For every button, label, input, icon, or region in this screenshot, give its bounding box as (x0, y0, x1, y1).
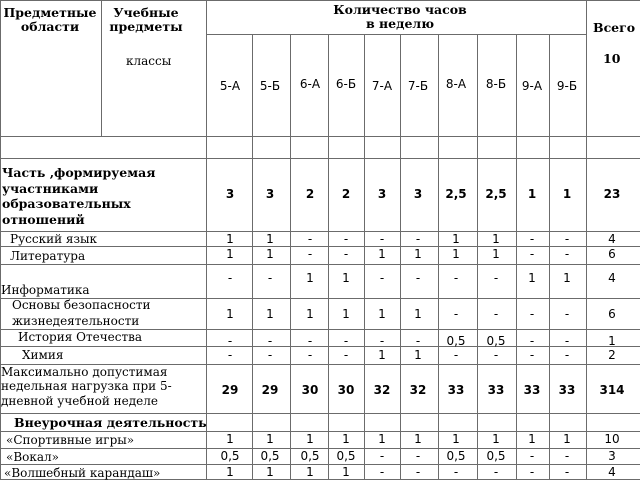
table-cell: - (529, 334, 535, 348)
max-load-label: Максимально допустимая недельная нагрузка при 5- дневной учебной неделе (1, 365, 172, 408)
table-cell: - (307, 232, 313, 246)
table-cell: 1 (342, 271, 350, 285)
row-label: Литература (10, 249, 86, 263)
table-cell: 1 (306, 307, 314, 321)
table-cell: - (307, 334, 313, 348)
extracurricular-cell: - (564, 449, 570, 463)
row-total: 1 (608, 334, 616, 348)
extracurricular-cell: 1 (342, 432, 350, 446)
table-cell: - (493, 307, 499, 321)
table-cell: - (379, 271, 385, 285)
row-label: Основы безопасности жизнедеятельности (12, 298, 151, 328)
table-cell: 1 (492, 232, 500, 246)
max-load-total: 314 (599, 383, 625, 397)
table-cell: 1 (452, 232, 460, 246)
extracurricular-cell: 1 (414, 432, 422, 446)
table-cell: - (343, 334, 349, 348)
max-load-value: 29 (261, 383, 279, 397)
table-cell: - (227, 271, 233, 285)
table-cell: - (453, 307, 459, 321)
header-subjects: Учебные предметы (109, 5, 183, 35)
table-cell: - (343, 348, 349, 362)
extracurricular-cell: 1 (226, 465, 234, 479)
extracurricular-cell: 1 (342, 465, 350, 479)
class-column-header: 5-Б (259, 79, 281, 93)
extracurricular-cell: - (415, 449, 421, 463)
table-cell: 1 (266, 247, 274, 261)
row-total: 2 (608, 348, 616, 362)
class-column-header: 6-Б (335, 77, 357, 91)
extracurricular-cell: - (529, 449, 535, 463)
extracurricular-cell: 1 (378, 432, 386, 446)
max-load-value: 32 (409, 383, 427, 397)
extracurricular-title: Внеурочная деятельность (14, 415, 207, 430)
table-cell: - (379, 334, 385, 348)
class-column-header: 9-Б (556, 79, 578, 93)
table-cell: 1 (266, 232, 274, 246)
extracurricular-cell: 1 (306, 432, 314, 446)
table-cell: - (307, 247, 313, 261)
table-cell: - (529, 232, 535, 246)
table-cell: 1 (226, 307, 234, 321)
table-cell: - (529, 247, 535, 261)
extracurricular-row-label: «Вокал» (6, 450, 60, 464)
extracurricular-cell: 1 (528, 432, 536, 446)
table-cell: 1 (378, 307, 386, 321)
table-cell: - (564, 247, 570, 261)
row-total: 6 (608, 307, 616, 321)
extracurricular-cell: 1 (306, 465, 314, 479)
max-load-value: 33 (447, 383, 465, 397)
header-total-value: 10 (603, 51, 621, 66)
row-total: 4 (608, 271, 616, 285)
table-cell: - (415, 334, 421, 348)
table-cell: - (267, 334, 273, 348)
table-rule (0, 464, 640, 465)
table-rule (206, 34, 586, 35)
section-part-value: 3 (377, 187, 387, 201)
section-part-value: 1 (527, 187, 537, 201)
extracurricular-row-label: «Волшебный карандаш» (4, 466, 161, 480)
max-load-value: 33 (558, 383, 576, 397)
table-cell: 1 (563, 271, 571, 285)
section-part-value: 2 (341, 187, 351, 201)
row-label: Информатика (1, 283, 90, 297)
extracurricular-cell: - (453, 465, 459, 479)
table-cell: 1 (342, 307, 350, 321)
extracurricular-cell: 0,5 (220, 449, 240, 463)
extracurricular-cell: 1 (452, 432, 460, 446)
max-load-value: 33 (523, 383, 541, 397)
extracurricular-cell: - (529, 465, 535, 479)
table-cell: 1 (414, 247, 422, 261)
table-cell: - (564, 334, 570, 348)
extracurricular-cell: 1 (266, 432, 274, 446)
table-cell: - (343, 247, 349, 261)
extracurricular-total: 10 (604, 432, 620, 446)
max-load-value: 32 (373, 383, 391, 397)
table-cell: - (564, 232, 570, 246)
table-cell: - (564, 348, 570, 362)
table-rule (0, 158, 640, 159)
extracurricular-cell: 1 (266, 465, 274, 479)
class-column-header: 6-А (299, 77, 321, 91)
table-border-top (0, 0, 640, 1)
class-column-header: 5-А (219, 79, 241, 93)
max-load-value: 33 (487, 383, 505, 397)
max-load-value: 29 (221, 383, 239, 397)
table-cell: - (529, 348, 535, 362)
extracurricular-cell: - (493, 465, 499, 479)
extracurricular-cell: - (379, 449, 385, 463)
header-classes: классы (126, 54, 172, 68)
max-load-value: 30 (301, 383, 319, 397)
class-column-header: 8-А (445, 77, 467, 91)
table-cell: - (415, 232, 421, 246)
table-cell: - (343, 232, 349, 246)
table-cell: - (453, 271, 459, 285)
extracurricular-cell: - (415, 465, 421, 479)
extracurricular-total: 3 (608, 449, 616, 463)
section-part-value: 1 (562, 187, 572, 201)
max-load-value: 30 (337, 383, 355, 397)
table-cell: 1 (414, 348, 422, 362)
section-part-total: 23 (603, 187, 621, 201)
table-cell: - (453, 348, 459, 362)
table-cell: 1 (492, 247, 500, 261)
table-cell: - (415, 271, 421, 285)
row-label: История Отечества (18, 330, 142, 344)
header-hours-per-week: Количество часов в неделю (333, 2, 467, 32)
table-cell: 1 (226, 247, 234, 261)
table-cell: - (227, 348, 233, 362)
table-cell: 1 (528, 271, 536, 285)
table-cell: 1 (452, 247, 460, 261)
extracurricular-row-label: «Спортивные игры» (6, 433, 135, 447)
table-cell: - (379, 232, 385, 246)
table-cell: - (267, 271, 273, 285)
class-column-header: 7-Б (407, 79, 429, 93)
section-part-value: 3 (265, 187, 275, 201)
extracurricular-cell: 1 (226, 432, 234, 446)
table-cell: 1 (306, 271, 314, 285)
section-part-value: 2,5 (445, 187, 467, 201)
table-cell: 0,5 (446, 334, 466, 348)
extracurricular-cell: 0,5 (336, 449, 356, 463)
row-label: Русский язык (10, 232, 98, 246)
section-part-label: Часть ,формируемая участниками образовательных отношений (2, 165, 156, 227)
table-cell: 1 (378, 348, 386, 362)
table-cell: - (267, 348, 273, 362)
section-part-value: 2,5 (485, 187, 507, 201)
row-total: 4 (608, 232, 616, 246)
table-rule (586, 0, 587, 480)
class-column-header: 7-А (371, 79, 393, 93)
table-rule (290, 34, 291, 480)
table-rule (0, 431, 640, 432)
table-cell: - (564, 307, 570, 321)
table-cell: - (307, 348, 313, 362)
extracurricular-cell: 0,5 (260, 449, 280, 463)
extracurricular-cell: 0,5 (446, 449, 466, 463)
table-rule (0, 413, 640, 414)
table-cell: 1 (226, 232, 234, 246)
table-rule (0, 448, 640, 449)
class-column-header: 8-Б (485, 77, 507, 91)
header-subject-areas: Предметные области (3, 5, 97, 35)
class-column-header: 9-А (521, 79, 543, 93)
table-rule (0, 264, 640, 265)
extracurricular-cell: - (379, 465, 385, 479)
extracurricular-cell: 0,5 (486, 449, 506, 463)
section-part-value: 2 (305, 187, 315, 201)
extracurricular-cell: - (564, 465, 570, 479)
table-cell: - (493, 348, 499, 362)
extracurricular-cell: 0,5 (300, 449, 320, 463)
section-part-value: 3 (225, 187, 235, 201)
row-label: Химия (22, 348, 64, 362)
table-cell: 0,5 (486, 334, 506, 348)
extracurricular-total: 4 (608, 465, 616, 479)
table-rule (0, 136, 640, 137)
table-cell: - (529, 307, 535, 321)
table-rule (206, 0, 207, 480)
table-cell: - (493, 271, 499, 285)
table-cell: 1 (414, 307, 422, 321)
header-total: Всего (593, 20, 636, 35)
table-cell: 1 (378, 247, 386, 261)
section-part-value: 3 (413, 187, 423, 201)
row-total: 6 (608, 247, 616, 261)
table-cell: - (227, 334, 233, 348)
table-cell: 1 (266, 307, 274, 321)
extracurricular-cell: 1 (492, 432, 500, 446)
extracurricular-cell: 1 (563, 432, 571, 446)
